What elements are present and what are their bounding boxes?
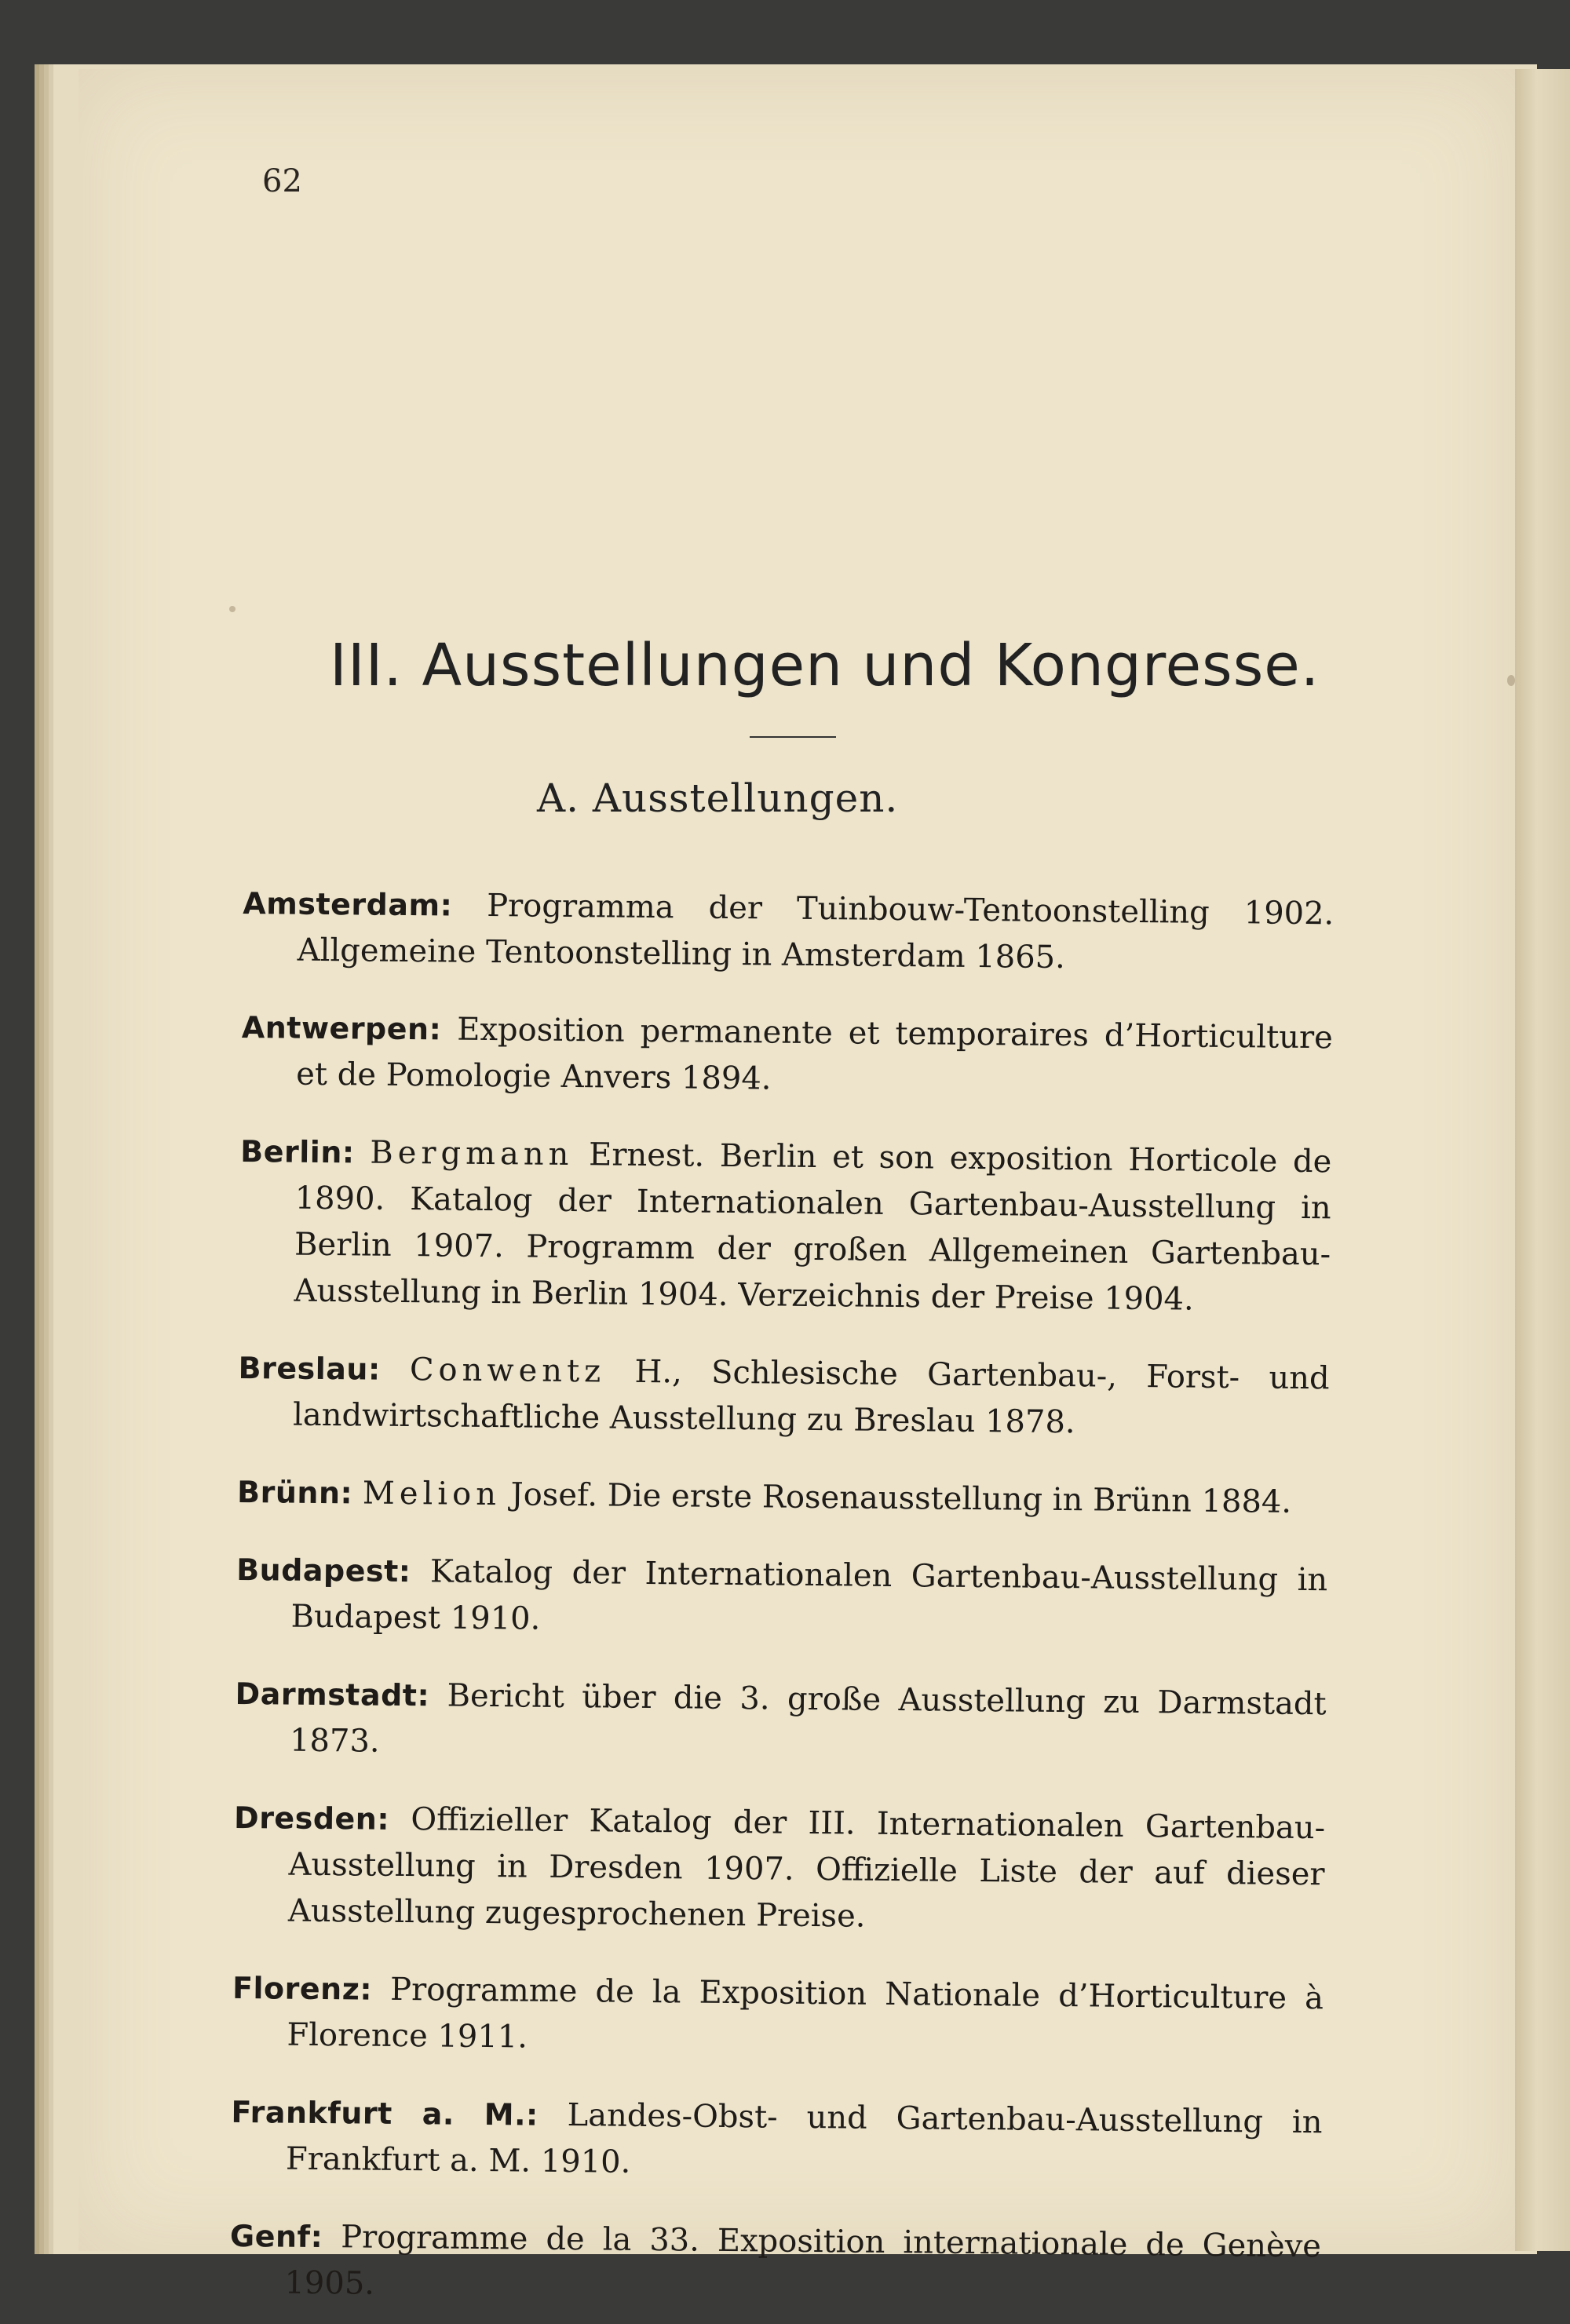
entry-place: Antwerpen: bbox=[241, 1009, 442, 1047]
entry-text: H., Schlesische Gartenbau-, Forst- und landwirtschaftliche Ausstellung zu Breslau 1878. bbox=[292, 1353, 1330, 1441]
entry-text: Ernest. Berlin et son exposition Horticole de 1890. Katalog der Internationalen Gartenbau-Ausstellung in Berlin 1907. Programm der großen Allgemeinen Gartenbau-Ausstellung in Berlin 1904. Verzeichnis der Preise 1904. bbox=[294, 1136, 1332, 1318]
list-item bbox=[237, 1469, 1329, 1526]
paper-spot bbox=[229, 606, 236, 612]
entry-text: Programme de la 33. Exposition internationale de Genève 1905. bbox=[284, 2219, 1322, 2302]
section-title: A. Ausstellungen. bbox=[537, 775, 899, 821]
entry-place: Amsterdam: bbox=[243, 885, 453, 923]
entry-place: Brünn: bbox=[236, 1474, 353, 1511]
list-item bbox=[242, 881, 1334, 983]
entry-author: Melion bbox=[362, 1475, 502, 1513]
list-item bbox=[241, 1005, 1333, 1107]
entry-place: Frankfurt a. M.: bbox=[231, 2094, 539, 2132]
entry-text: Exposition permanente et temporaires d’Horticulture et de Pomologie Anvers 1894. bbox=[296, 1011, 1333, 1097]
entry-text: Landes-Obst- und Gartenbau-Ausstellung in Frankfurt a. M. 1910. bbox=[285, 2097, 1323, 2180]
list-item bbox=[232, 1965, 1324, 2068]
exhibition-list bbox=[229, 849, 1334, 2324]
chapter-title: III. Ausstellungen und Kongresse. bbox=[330, 632, 1320, 699]
entry-text: Programme de la Exposition Nationale d’Horticulture à Florence 1911. bbox=[287, 1971, 1324, 2056]
entry-text: Bericht über die 3. große Ausstellung zu Darmstadt 1873. bbox=[289, 1677, 1327, 1760]
entry-place: Darmstadt: bbox=[235, 1676, 430, 1713]
entry-text: Programma der Tuinbouw-Tentoonstelling 1902. Allgemeine Tentoonstelling in Amsterdam 1865. bbox=[297, 887, 1334, 976]
list-item bbox=[229, 2213, 1321, 2316]
list-item bbox=[231, 2089, 1323, 2192]
list-item bbox=[233, 1795, 1326, 1944]
entry-author: Bergmann bbox=[370, 1134, 574, 1173]
entry-author: Conwentz bbox=[409, 1352, 606, 1390]
list-item bbox=[236, 1547, 1327, 1650]
entry-text: Katalog der Internationalen Gartenbau-Ausstellung in Budapest 1910. bbox=[290, 1553, 1328, 1637]
entry-place: Dresden: bbox=[233, 1800, 390, 1837]
entry-place: Genf: bbox=[229, 2218, 323, 2255]
entry-text: Offizieller Katalog der III. Internationalen Gartenbau-Ausstellung in Dresden 1907. Offizielle Liste der auf dieser Ausstellung zugesprochenen Preise. bbox=[287, 1801, 1326, 1935]
title-divider bbox=[750, 736, 836, 738]
page-number: 62 bbox=[262, 163, 302, 199]
list-item bbox=[238, 1345, 1330, 1448]
entry-place: Breslau: bbox=[238, 1350, 381, 1387]
entry-place: Florenz: bbox=[232, 1970, 373, 2007]
entry-place: Budapest: bbox=[236, 1552, 411, 1589]
entry-place: Berlin: bbox=[240, 1133, 355, 1170]
list-item bbox=[235, 1671, 1327, 1774]
list-item bbox=[239, 1129, 1331, 1324]
paper-spot bbox=[1507, 675, 1515, 686]
entry-text: Josef. Die erste Rosenausstellung in Brünn 1884. bbox=[510, 1476, 1292, 1520]
book-gutter bbox=[1515, 69, 1570, 2251]
